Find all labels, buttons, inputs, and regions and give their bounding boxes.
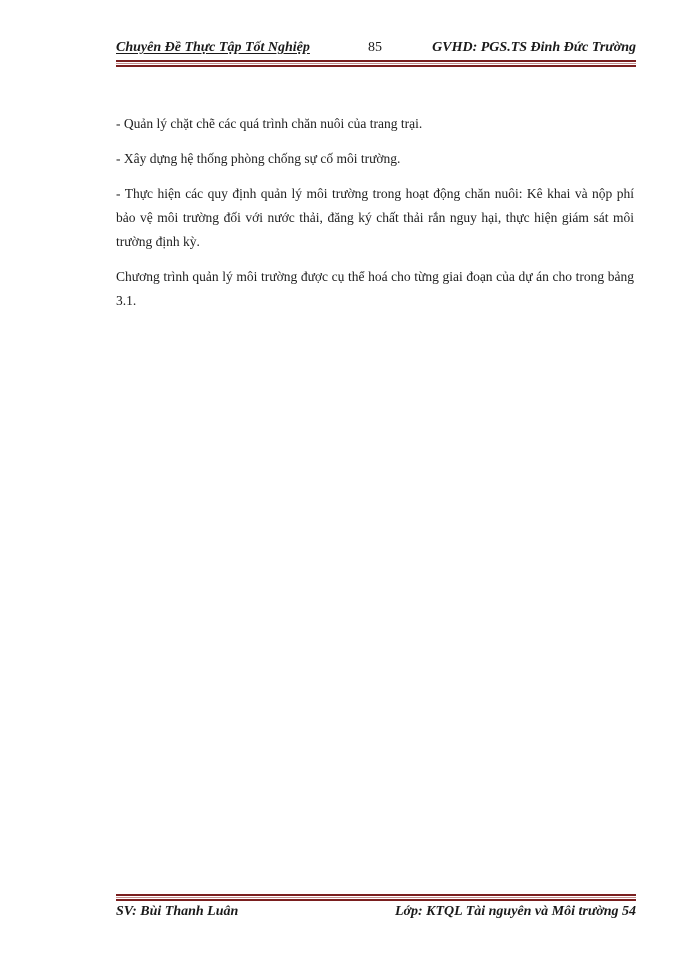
header-title: Chuyên Đề Thực Tập Tốt Nghiệp [116,40,310,55]
paragraph-incident-prevention: - Xây dựng hệ thống phòng chống sự cố môi trường. [116,151,401,166]
body-content [116,112,634,324]
footer-rule-middle [116,897,636,898]
page-footer [116,904,636,926]
page-header [116,38,636,60]
footer-rule-top [116,894,636,896]
footer-student: SV: Bùi Thanh Luân [116,904,239,919]
footer-class: Lớp: KTQL Tài nguyên và Môi trường 54 [394,904,636,919]
header-rule-middle [116,63,636,64]
paragraph-regulations: - Thực hiện các quy định quản lý môi trường trong hoạt động chăn nuôi: Kê khai và nộp phí bảo vệ môi trường đối với nước thải, đăng ký chất thải rắn nguy hại, thực hiện giám sát môi trường định kỳ. [116,186,634,249]
header-page-number: 85 [368,40,382,55]
paragraph-farm-management: - Quản lý chặt chẽ các quá trình chăn nuôi của trang trại. [116,116,423,131]
paragraph-management-program: Chương trình quản lý môi trường được cụ thể hoá cho từng giai đoạn của dự án cho trong bảng 3.1. [116,269,634,308]
footer-rule-bottom [116,899,636,901]
header-rule-top [116,60,636,62]
header-rule-bottom [116,65,636,67]
header-supervisor: GVHD: PGS.TS Đinh Đức Trường [432,40,636,55]
